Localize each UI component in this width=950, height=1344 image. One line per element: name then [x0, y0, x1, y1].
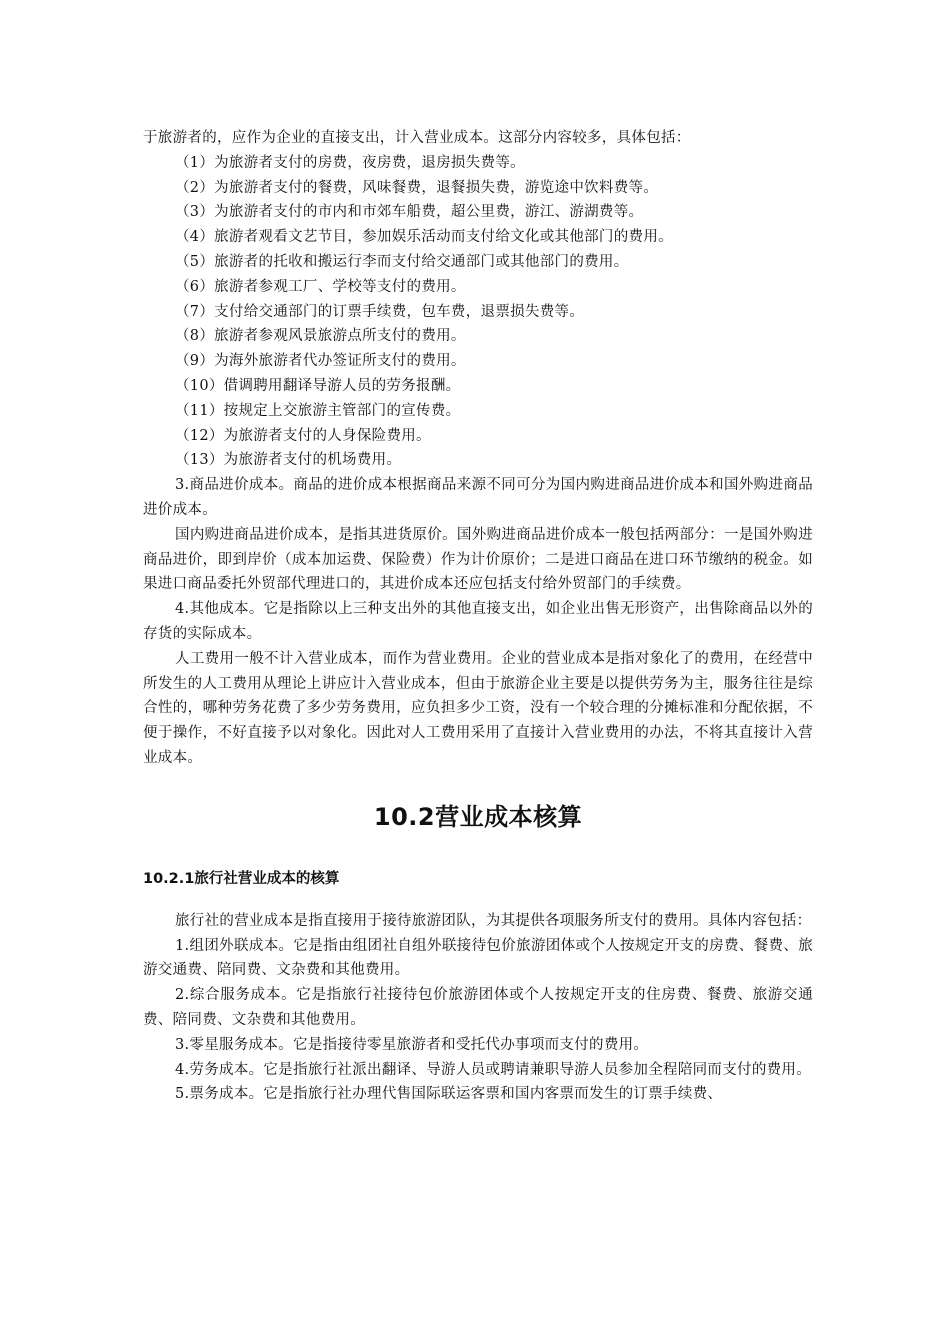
list-item: （8）旅游者参观风景旅游点所支付的费用。 — [175, 328, 466, 345]
list-item: （10）借调聘用翻译导游人员的劳务报酬。 — [175, 377, 461, 394]
list-item: （11）按规定上交旅游主管部门的宣传费。 — [175, 402, 461, 419]
list-item: （6）旅游者参观工厂、学校等支付的费用。 — [175, 278, 466, 295]
list-item: （1）为旅游者支付的房费，夜房费，退房损失费等。 — [175, 154, 525, 171]
paragraph: 4.其他成本。它是指除以上三种支出外的其他直接支出，如企业出售无形资产，出售除商品以外的存货的实际成本。 — [143, 601, 813, 642]
section-heading: 10.2营业成本核算 — [373, 802, 583, 831]
paragraph: 1.组团外联成本。它是指由组团社自组外联接待包价旅游团体或个人按规定开支的房费、餐费、旅游交通费、陪同费、文杂费和其他费用。 — [143, 937, 813, 979]
paragraph: 旅行社的营业成本是指直接用于接待旅游团队，为其提供各项服务所支付的费用。具体内容包括： — [175, 912, 812, 929]
subsection-heading: 10.2.1旅行社营业成本的核算 — [143, 870, 340, 887]
text-line: 于旅游者的，应作为企业的直接支出，计入营业成本。这部分内容较多，具体包括： — [143, 130, 691, 146]
paragraph: 人工费用一般不计入营业成本，而作为营业费用。企业的营业成本是指对象化了的费用，在经营中所发生的人工费用从理论上讲应计入营业成本，但由于旅游企业主要是以提供劳务为主，服务往往是综合性的，哪种劳务花费了多少劳务费用，应负担多少工资，没有一个较合理的分摊标准和分配依据，不便于操作，不好直接予以对象化。因此对人工费用采用了直接计入营业费用的办法，不将其直接计入营业成本。 — [143, 650, 813, 766]
list-item: （5）旅游者的托收和搬运行李而支付给交通部门或其他部门的费用。 — [175, 253, 629, 270]
list-item: （4）旅游者观看文艺节目，参加娱乐活动而支付给文化或其他部门的费用。 — [175, 229, 673, 246]
paragraph: 国内购进商品进价成本，是指其进货原价。国外购进商品进价成本一般包括两部分：一是国外购进商品进价，即到岸价（成本加运费、保险费）作为计价原价；二是进口商品在进口环节缴纳的税金。如果进口商品委托外贸部代理进口的，其进价成本还应包括支付给外贸部门的手续费。 — [143, 526, 813, 593]
paragraph: 3.零星服务成本。它是指接待零星旅游者和受托代办事项而支付的费用。 — [175, 1036, 649, 1053]
list-item: （12）为旅游者支付的人身保险费用。 — [175, 427, 431, 444]
list-item: （13）为旅游者支付的机场费用。 — [175, 452, 402, 469]
list-item: （9）为海外旅游者代办签证所支付的费用。 — [175, 353, 466, 370]
list-item: （3）为旅游者支付的市内和市郊车船费，超公里费，游江、游湖费等。 — [175, 204, 644, 221]
paragraph: 3.商品进价成本。商品的进价成本根据商品来源不同可分为国内购进商品进价成本和国外购进商品进价成本。 — [143, 477, 813, 518]
paragraph: 2.综合服务成本。它是指旅行社接待包价旅游团体或个人按规定开支的住房费、餐费、旅游交通费、陪同费、文杂费和其他费用。 — [143, 987, 813, 1028]
page-content — [143, 126, 813, 1107]
paragraph: 4.劳务成本。它是指旅行社派出翻译、导游人员或聘请兼职导游人员参加全程陪同而支付的费用。 — [175, 1061, 812, 1078]
paragraph: 5.票务成本。它是指旅行社办理代售国际联运客票和国内客票而发生的订票手续费、 — [175, 1086, 723, 1103]
list-item: （2）为旅游者支付的餐费，风味餐费，退餐损失费，游览途中饮料费等。 — [175, 179, 659, 196]
list-item: （7）支付给交通部门的订票手续费，包车费，退票损失费等。 — [175, 303, 585, 320]
